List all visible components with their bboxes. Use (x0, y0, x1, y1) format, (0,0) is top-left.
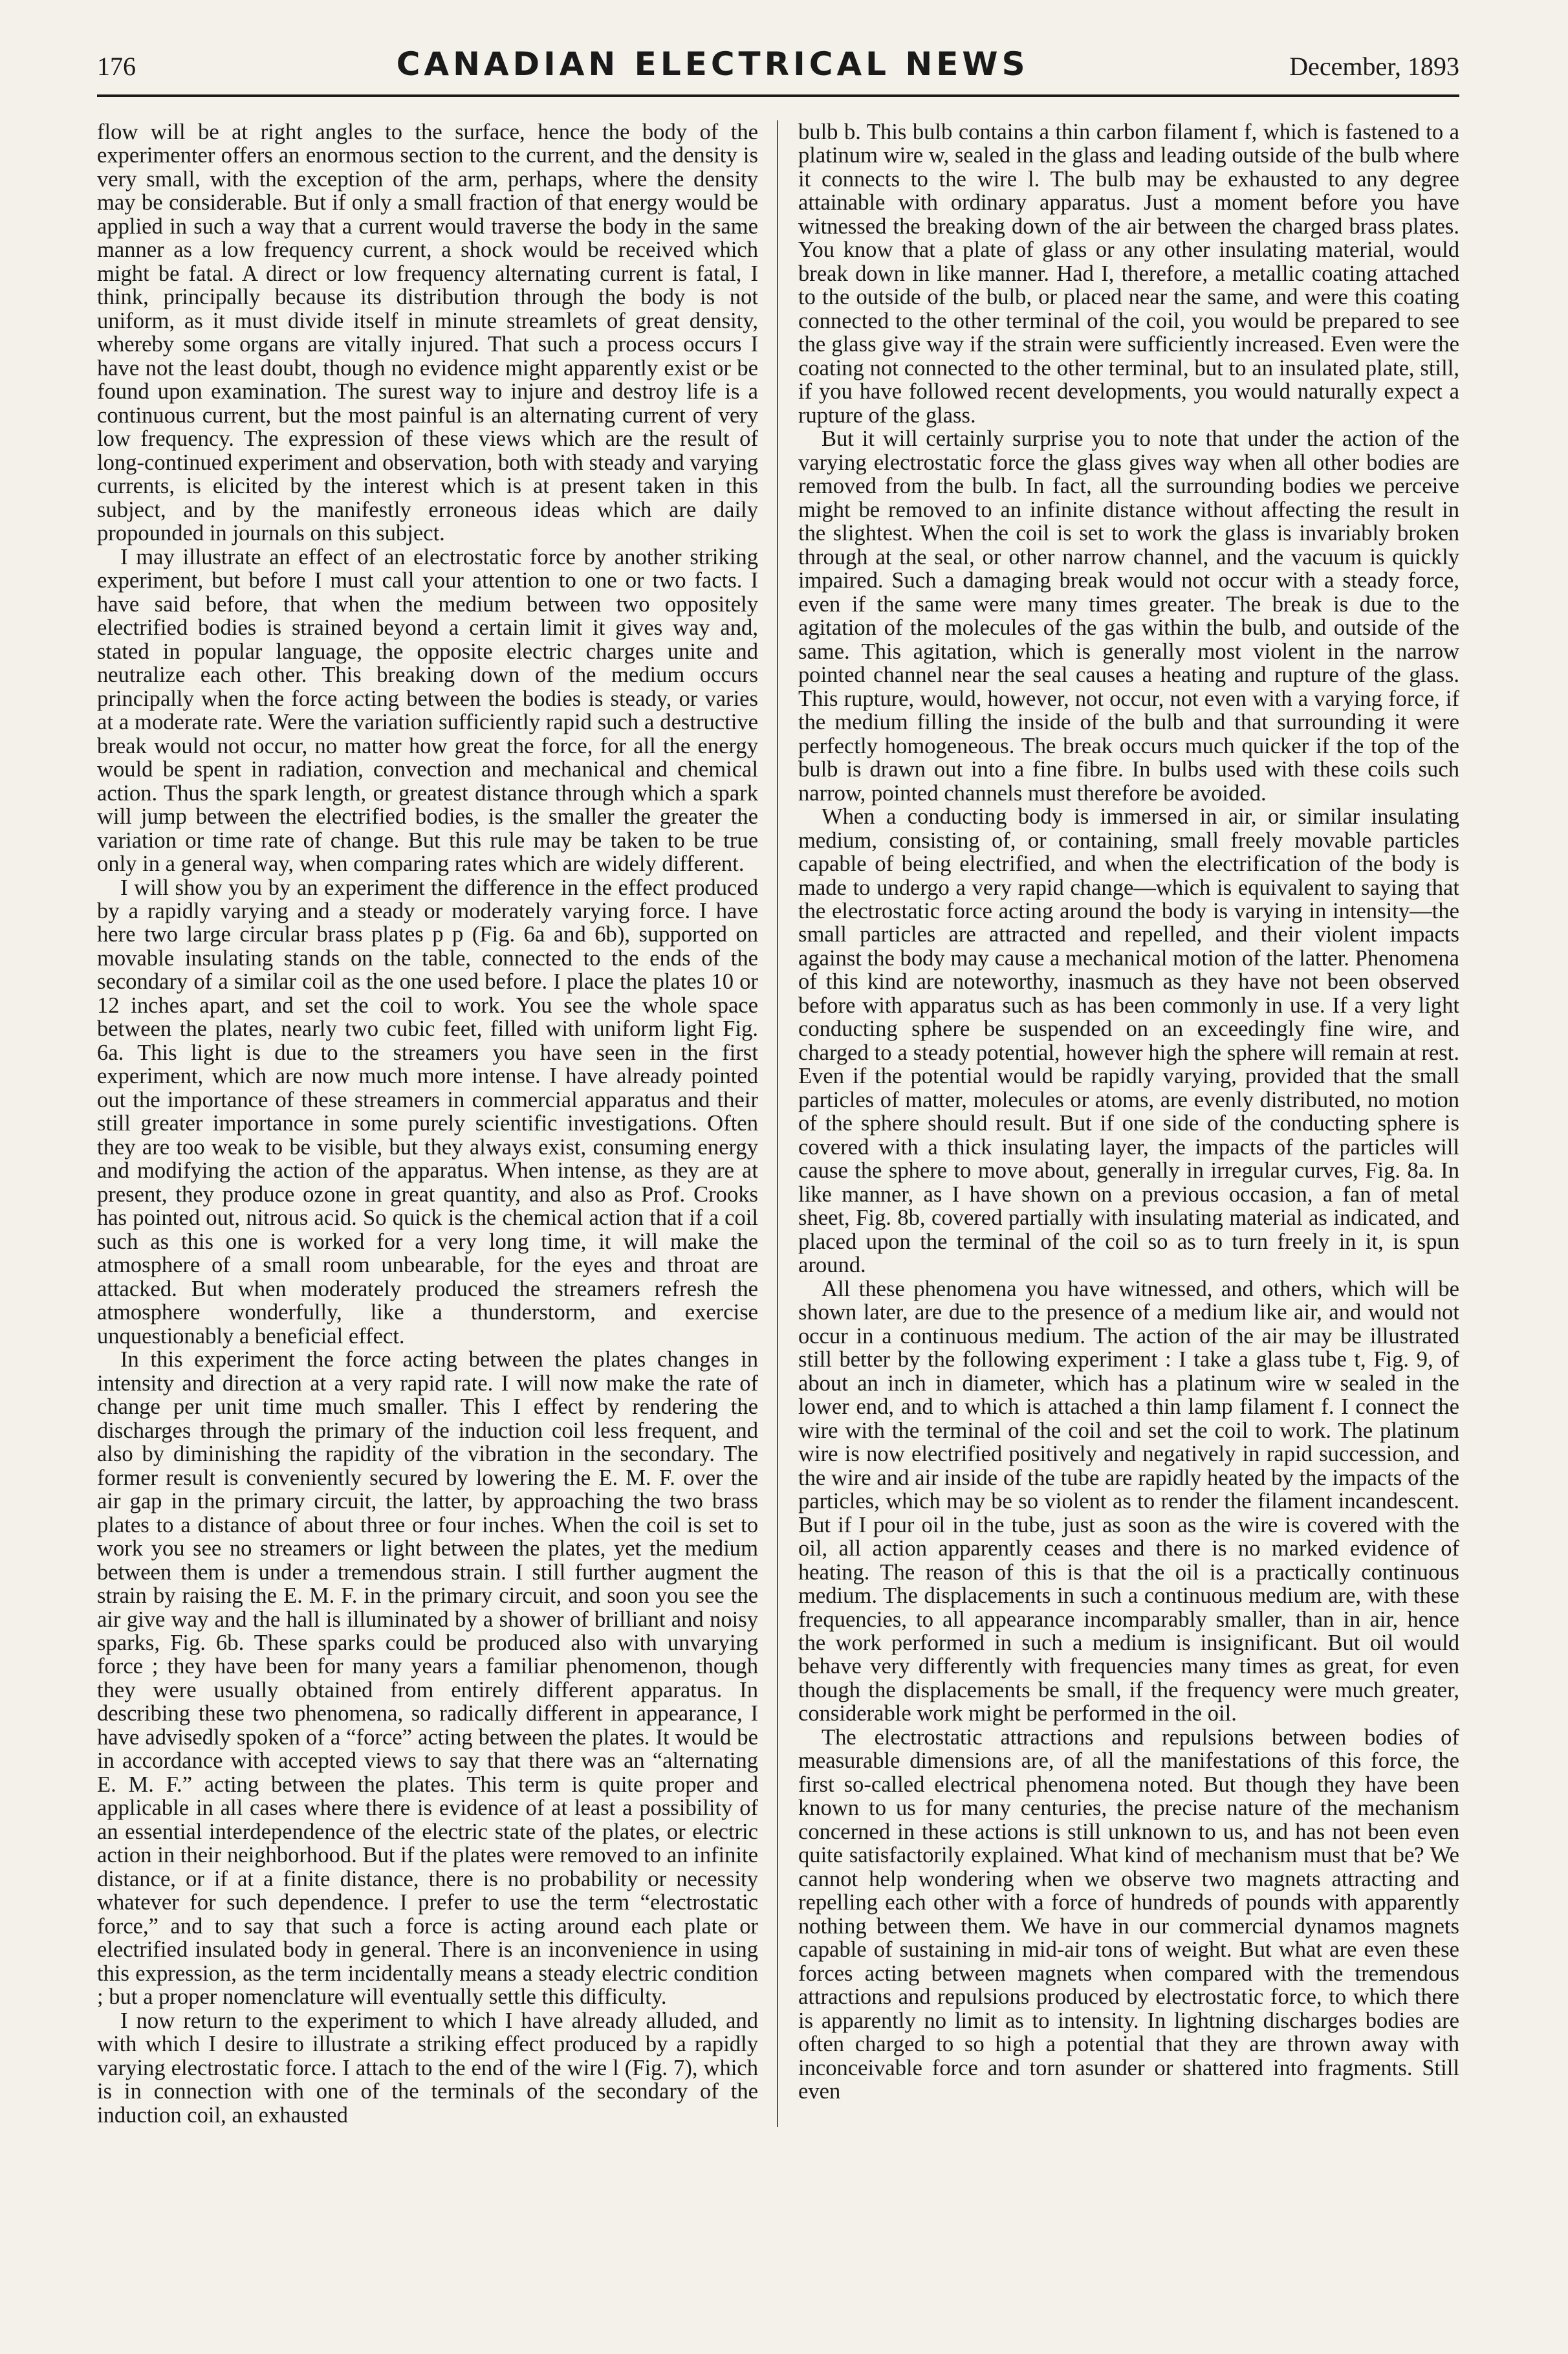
page-number: 176 (97, 52, 136, 81)
paragraph: I may illustrate an effect of an electrostatic force by another striking experiment, but before I must call your attention to one or two facts. I have said before, that when the medium between two oppositely electrified bodies is strained beyond a certain limit it gives way and, stated in popular language, the opposite electric charges unite and neutralize each other. This breaking down of the medium occurs principally when the force acting between the bodies is steady, or varies at a moderate rate. Were the variation sufficiently rapid such a destructive break would not occur, no matter how great the force, for all the energy would be spent in radiation, convection and mechanical and chemical action. Thus the spark length, or greatest distance through which a spark will jump between the electrified bodies, is the smaller the greater the variation or time rate of change. But this rule may be taken to be true only in a general way, when comparing rates which are widely different. (97, 544, 758, 877)
column-divider (777, 120, 778, 2127)
left-column (97, 120, 758, 2127)
paragraph: I will show you by an experiment the difference in the effect produced by a rapidly varying and a steady or moderately varying force. I have here two large circular brass plates p p (Fig. 6a and 6b), supported on movable insulating stands on the table, connected to the ends of the secondary of a similar coil as the one used before. I place the plates 10 or 12 inches apart, and set the coil to work. You see the whole space between the plates, nearly two cubic feet, filled with uniform light Fig. 6a. This light is due to the streamers you have seen in the first experiment, which are now much more intense. I have already pointed out the importance of these streamers in commercial apparatus and their still greater importance in some purely scientific investigations. Often they are too weak to be visible, but they always exist, consuming energy and modifying the action of the apparatus. When intense, as they are at present, they produce ozone in great quantity, and also as Prof. Crooks has pointed out, nitrous acid. So quick is the chemical action that if a coil such as this one is worked for a very long time, it will make the atmosphere of a small room unbearable, for the eyes and throat are attacked. But when moderately produced the streamers refresh the atmosphere wonderfully, like a thunderstorm, and exercise unquestionably a beneficial effect. (97, 875, 758, 1348)
publication-masthead: CANADIAN ELECTRICAL NEWS (396, 45, 1029, 83)
paragraph: bulb b. This bulb contains a thin carbon filament f, which is fastened to a platinum wire w, sealed in the glass and leading outside of the bulb where it connects to the wire l. The bulb may be exhausted to any degree attainable with ordinary apparatus. Just a moment before you have witnessed the breaking down of the air between the charged brass plates. You know that a plate of glass or any other insulating material, would break down in like manner. Had I, therefore, a metallic coating attached to the outside of the bulb, or placed near the same, and were this coating connected to the other terminal of the coil, you would be prepared to see the glass give way if the strain were sufficiently increased. Even were the coating not connected to the other terminal, but to an insulated plate, still, if you have followed recent developments, you would naturally expect a rupture of the glass. (798, 120, 1459, 428)
paragraph: All these phenomena you have witnessed, and others, which will be shown later, are due to the presence of a medium like air, and would not occur in a continuous medium. The action of the air may be illustrated still better by the following experiment : I take a glass tube t, Fig. 9, of about an inch in diameter, which has a platinum wire w sealed in the lower end, and to which is attached a thin lamp filament f. I connect the wire with the terminal of the coil and set the coil to work. The platinum wire is now electrified positively and negatively in rapid succession, and the wire and air inside of the tube are rapidly heated by the impacts of the particles, which may be so violent as to render the filament incandescent. But if I pour oil in the tube, just as soon as the wire is covered with the oil, all action apparently ceases and there is no marked evidence of heating. The reason of this is that the oil is a practically continuous medium. The displacements in such a continuous medium are, with these frequencies, to all appearance incomparably smaller, than in air, hence the work performed in such a medium is insignificant. But oil would behave very differently with frequencies many times as great, for even though the displacements be small, if the frequency were much greater, considerable work might be performed in the oil. (798, 1276, 1459, 1726)
page-header (97, 45, 1459, 97)
paragraph: In this experiment the force acting between the plates changes in intensity and direction at a very rapid rate. I will now make the rate of change per unit time much smaller. This I effect by rendering the discharges through the primary of the induction coil less frequent, and also by diminishing the rapidity of the vibration in the secondary. The former result is conveniently secured by lowering the E. M. F. over the air gap in the primary circuit, the latter, by approaching the two brass plates to a distance of about three or four inches. When the coil is set to work you see no streamers or light between the plates, yet the medium between them is under a tremendous strain. I still further augment the strain by raising the E. M. F. in the primary circuit, and soon you see the air give way and the hall is illuminated by a shower of brilliant and noisy sparks, Fig. 6b. These sparks could be produced also with unvarying force ; they have been for many years a familiar phenomenon, though they were usually obtained from entirely different apparatus. In describing these two phenomena, so radically different in appearance, I have advisedly spoken of a “force” acting between the plates. It would be in accordance with accepted views to say that there was an “alternating E. M. F.” acting between the plates. This term is quite proper and applicable in all cases where there is evidence of at least a possibility of an essential interdependence of the electric state of the plates, or electric action in their neighborhood. But if the plates were removed to an infinite distance, or if at a finite distance, there is no probability or necessity whatever for such dependence. I prefer to use the term “electrostatic force,” and to say that such a force is acting around each plate or electrified insulated body in general. There is an inconvenience in using this expression, as the term incidentally means a steady electric condition ; but a proper nomenclature will eventually settle this difficulty. (97, 1347, 758, 2010)
paragraph: flow will be at right angles to the surface, hence the body of the experimenter offers an enormous section to the current, and the density is very small, with the exception of the arm, perhaps, where the density may be considerable. But if only a small fraction of that energy would be applied in such a way that a current would traverse the body in the same manner as a low frequency current, a shock would be received which might be fatal. A direct or low frequency alternating current is fatal, I think, principally because its distribution through the body is not uniform, as it must divide itself in minute streamlets of great density, whereby some organs are vitally injured. That such a process occurs I have not the least doubt, though no evidence might apparently exist or be found upon examination. The surest way to injure and destroy life is a continuous current, but the most painful is an alternating current of very low frequency. The expression of these views which are the result of long-continued experiment and observation, both with steady and varying currents, is elicited by the interest which is at present taken in this subject, and by the manifestly erroneous ideas which are daily propounded in journals on this subject. (97, 120, 758, 546)
right-column (798, 120, 1459, 2127)
paragraph: The electrostatic attractions and repulsions between bodies of measurable dimensions are, of all the manifestations of this force, the first so-called electrical phenomena noted. But though they have been known to us for many centuries, the precise nature of the mechanism concerned in these actions is still unknown to us, and has not been even quite satisfactorily explained. What kind of mechanism must that be? We cannot help wondering when we observe two magnets attracting and repelling each other with a force of hundreds of pounds with apparently nothing between them. We have in our commercial dynamos magnets capable of sustaining in mid-air tons of weight. But what are even these forces acting between magnets when compared with the tremendous attractions and repulsions produced by electrostatic force, to which there is apparently no limit as to intensity. In lightning discharges bodies are often charged to so high a potential that they are thrown away with inconceivable force and torn asunder or shattered into fragments. Still even (798, 1724, 1459, 2104)
issue-date: December, 1893 (1289, 52, 1459, 81)
paragraph: But it will certainly surprise you to note that under the action of the varying electrostatic force the glass gives way when all other bodies are removed from the bulb. In fact, all the surrounding bodies we perceive might be removed to an infinite distance without affecting the result in the slightest. When the coil is set to work the glass is invariably broken through at the seal, or other narrow channel, and the vacuum is quickly impaired. Such a damaging break would not occur with a steady force, even if the same were many times greater. The break is due to the agitation of the molecules of the gas within the bulb, and outside of the same. This agitation, which is generally most violent in the narrow pointed channel near the seal causes a heating and rupture of the glass. This rupture, would, however, not occur, not even with a varying force, if the medium filling the inside of the bulb and that surrounding it were perfectly homogeneous. The break occurs much quicker if the top of the bulb is drawn out into a fine fibre. In bulbs used with these coils such narrow, pointed channels must therefore be avoided. (798, 426, 1459, 806)
paragraph: I now return to the experiment to which I have already alluded, and with which I desire to illustrate a striking effect produced by a rapidly varying electrostatic force. I attach to the end of the wire l (Fig. 7), which is in connection with one of the terminals of the secondary of the induction coil, an exhausted (97, 2008, 758, 2128)
paragraph: When a conducting body is immersed in air, or similar insulating medium, consisting of, or containing, small freely movable particles capable of being electrified, and when the electrification of the body is made to undergo a very rapid change—which is equivalent to saying that the electrostatic force acting around the body is varying in intensity—the small particles are attracted and repelled, and their violent impacts against the body may cause a mechanical motion of the latter. Phenomena of this kind are noteworthy, inasmuch as they have not been observed before with apparatus such as has been commonly in use. If a very light conducting sphere be suspended on an exceedingly fine wire, and charged to a steady potential, however high the sphere will remain at rest. Even if the potential would be rapidly varying, provided that the small particles of matter, molecules or atoms, are evenly distributed, no motion of the sphere should result. But if one side of the conducting sphere is covered with a thick insulating layer, the impacts of the particles will cause the sphere to move about, generally in irregular curves, Fig. 8a. In like manner, as I have shown on a previous occasion, a fan of metal sheet, Fig. 8b, covered partially with insulating material as indicated, and placed upon the terminal of the coil so as to turn freely in it, is spun around. (798, 804, 1459, 1278)
article-columns (97, 120, 1459, 2127)
